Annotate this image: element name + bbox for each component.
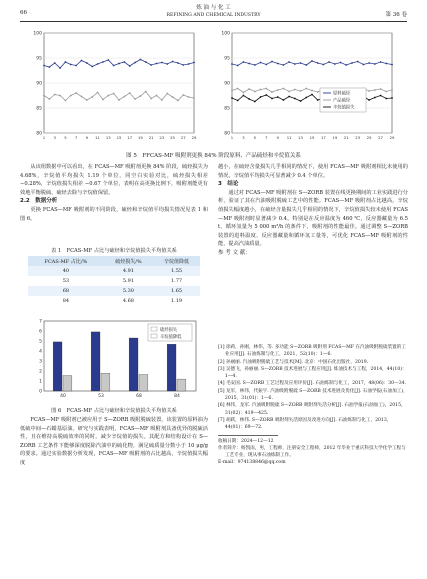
author-email: E-mail：974138846@qq.com xyxy=(218,460,286,466)
table1 xyxy=(28,256,200,306)
data-point xyxy=(254,91,256,93)
journal-title-cn: 炼 油 与 化 工 xyxy=(196,5,231,11)
table-cell: 1.19 xyxy=(170,298,183,304)
bar xyxy=(63,376,72,392)
table-cell: 40 xyxy=(28,266,104,276)
data-point xyxy=(113,93,115,95)
data-point xyxy=(134,98,136,100)
x-tick-label: 21 xyxy=(343,135,349,140)
data-point xyxy=(265,88,267,90)
left-column-lower xyxy=(20,416,208,468)
footnote-rule xyxy=(218,435,278,436)
data-point xyxy=(123,96,125,98)
data-point xyxy=(48,66,50,68)
x-tick-label: 23 xyxy=(355,135,361,140)
right-para-2: 通过对 FCAS—MF 吸附剂在 S—ZORB 装置在线更换期间的工业实践进行分析，验证了其在汽油吸附脱硫工艺中的性能。FCAS—MF 吸附剂占比越高，辛烷值损失幅度越小，在硫烃含量损失几乎相同的情况下，辛烷值损失较未使用 FCAS—MF 吸附剂时显著减少 0.4。特别是在反应温度为 460 ℃，反应器藏量为 6.5 t，循环氢量为 5 000 m³/h 的条件下，吸附剂的性能最佳。通过调整 S—ZORB 装置的进料温度、反应器藏量和循环氢工量等，可优化 FCAS—MF 吸附剂的性能，提高汽油质量。 xyxy=(218,189,408,248)
y-tick-label: 90 xyxy=(36,81,42,87)
data-point xyxy=(102,61,104,63)
volume-label: 第 36 卷 xyxy=(385,12,407,18)
data-point xyxy=(188,63,190,65)
legend-swatch xyxy=(151,327,157,331)
y-tick-label: 95 xyxy=(224,56,230,62)
legend xyxy=(148,324,192,341)
table-cell: 5.30 xyxy=(104,286,153,296)
data-point xyxy=(231,90,233,92)
data-point xyxy=(374,89,376,91)
data-point xyxy=(294,63,296,65)
journal-title xyxy=(0,5,427,19)
data-point xyxy=(81,96,83,98)
data-point xyxy=(129,65,131,67)
data-point xyxy=(140,59,142,61)
table-cell: 5.91 xyxy=(122,278,134,284)
x-tick-label: 17 xyxy=(127,135,133,140)
data-point xyxy=(345,64,347,66)
reference-item: [7] 胡跃，林伟. S—ZORB 吸附剂失活原因及改进方向[J]. 石油炼制与化工，2013，44(01)：69—72. xyxy=(218,417,392,431)
data-point xyxy=(237,65,239,67)
data-point xyxy=(177,100,179,102)
data-point xyxy=(182,64,184,66)
data-point xyxy=(334,63,336,65)
data-point xyxy=(188,96,190,98)
data-point xyxy=(248,98,250,100)
legend-label: 原料硫烃 xyxy=(333,91,351,97)
bar xyxy=(53,342,62,391)
data-point xyxy=(113,65,115,67)
journal-title-en: REFINING AND CHEMICAL INDUSTRY xyxy=(166,13,261,18)
data-point xyxy=(288,96,290,98)
x-tick-label: 3 xyxy=(242,135,245,140)
data-point xyxy=(59,67,61,69)
x-tick-label: 9 xyxy=(276,135,279,140)
data-point xyxy=(65,61,67,63)
data-point xyxy=(391,97,393,99)
table-header-cell: 辛烷值降低 xyxy=(153,256,200,266)
y-tick-label: 100 xyxy=(33,31,42,37)
data-point xyxy=(271,98,273,100)
figure5-caption: 图 5 FFCAS-MF 吸附剂更换 84% 阶段原料、产品硫烃和辛烷值关系 xyxy=(126,153,301,159)
table-row xyxy=(28,286,200,296)
data-point xyxy=(271,61,273,63)
bar xyxy=(129,338,138,391)
y-tick-label: 5 xyxy=(39,339,42,345)
x-tick-label: 5 xyxy=(64,135,67,140)
data-point xyxy=(260,96,262,98)
table-cell: 53 xyxy=(62,278,70,284)
data-point xyxy=(300,62,302,64)
x-tick-label: 13 xyxy=(105,135,111,140)
bar xyxy=(167,344,176,391)
data-point xyxy=(231,63,233,65)
x-tick-label: 7 xyxy=(74,135,78,140)
x-tick-label: 11 xyxy=(286,135,292,140)
x-tick-label: 68 xyxy=(136,394,142,399)
left-para-3: FCAS—MF 吸附剂已被应用于 S—ZORB 吸附脱硫装置，该装置的原料油为低硫中间—石蜡基原油。研究与实践表明，FCAS—MF 吸附剂具备优异的脱硫活性，且在维持高脱硫效率的同时，减少辛烷值的损失。其配方和结构设计在 S—ZORB 工艺条件下能够深度脱除汽油中的硫化物，满足硫质量分数小于 10 μg/g 的要求。通过实验数据分析发现，FCAS—MF 吸附剂的占比越高，辛烷值损失幅度 xyxy=(20,417,208,466)
data-point xyxy=(300,90,302,92)
data-point xyxy=(156,63,158,65)
page-number: 66 xyxy=(20,10,27,16)
data-point xyxy=(182,94,184,96)
right-para-1: 越小，在硫烃含量损失几乎相同的情况下，使用 FCAS—MF 吸附剂相比未使用的情况，辛烷值平均损失可显著减少 0.4 个单位。 xyxy=(218,164,408,179)
data-point xyxy=(311,90,313,92)
reference-item: [1] 徐莉，孙刚，林伟，等. 多功能 S—ZORB 吸附剂 FCAS—MF 在汽油吸附脱硫装置的工业应用[J]. 石油炼制与化工，2021，52(10)：1—6. xyxy=(218,345,406,358)
bar xyxy=(101,373,110,391)
data-point xyxy=(277,89,279,91)
data-point xyxy=(166,93,168,95)
left-para-2: 更换 FCAS—MF 吸附剂的不同阶段，硫烃和辛烷值平均损失情况见表 1 和图 6。 xyxy=(20,206,208,222)
data-point xyxy=(172,61,174,63)
y-tick-label: 0 xyxy=(39,389,42,395)
data-point xyxy=(237,88,239,90)
data-point xyxy=(177,62,179,64)
table-cell: 84 xyxy=(62,298,70,304)
x-tick-label: 13 xyxy=(298,135,303,140)
data-point xyxy=(294,98,296,100)
data-point xyxy=(374,97,376,99)
data-point xyxy=(118,63,120,65)
y-tick-label: 80 xyxy=(224,131,230,137)
data-point xyxy=(380,61,382,63)
data-point xyxy=(161,62,163,64)
data-point xyxy=(75,65,77,67)
series-line xyxy=(232,95,392,102)
data-point xyxy=(70,95,72,97)
table-header-row xyxy=(28,256,200,266)
table-header-cell: FCAS-MF 占比/% xyxy=(28,256,104,266)
data-point xyxy=(243,95,245,97)
data-point xyxy=(91,66,93,68)
table-cell: 4.91 xyxy=(104,266,153,276)
data-point xyxy=(265,94,267,96)
data-point xyxy=(317,62,319,64)
legend-label: 辛烷值损失 xyxy=(333,105,355,111)
data-point xyxy=(265,64,267,66)
reference-item: [3] 吴德飞，孙丽丽. S—ZORB 技术进展与工程应用[J]. 炼油技术与工程，2014，44(10)：1—4. xyxy=(218,366,407,380)
data-point xyxy=(48,98,50,100)
reference-item: [6] 林伟，龙军. 汽油吸附脱硫 S—ZORB 吸附剂失活分析[J]. 石油学报(石油加工)，2015，31(02)：419—425. xyxy=(218,403,406,416)
left-para-1: 从该组数据中可以看出，在 FCAS—MF 吸附剂更换 84% 阶段，硫烃损失为 4.68%，辛烷值平均损失 1.19 个单位，同空白实验对比，硫烃损失相差 −0.28%，辛烷值损失相差 −0.67 个单位，表明在高更换比例下，吸附剂能更有效地平衡脱硫、硫烃去除与辛烷值保留。 xyxy=(20,164,208,196)
data-point xyxy=(391,64,393,66)
data-point xyxy=(300,100,302,102)
data-point xyxy=(368,90,370,92)
x-tick-label: 21 xyxy=(148,135,154,140)
data-point xyxy=(193,97,195,99)
y-tick-label: 100 xyxy=(221,31,230,37)
data-point xyxy=(118,99,120,101)
x-tick-label: 29 xyxy=(389,135,395,140)
data-point xyxy=(277,63,279,65)
y-tick-label: 6 xyxy=(39,329,42,335)
data-point xyxy=(254,101,256,103)
data-point xyxy=(248,88,250,90)
data-point xyxy=(311,60,313,62)
data-point xyxy=(283,88,285,90)
data-point xyxy=(368,99,370,101)
data-point xyxy=(81,60,83,62)
data-point xyxy=(91,96,93,98)
table-cell: 4.68 xyxy=(122,298,134,304)
x-tick-label: 27 xyxy=(378,135,383,140)
x-tick-label: 1 xyxy=(42,135,46,140)
data-point xyxy=(43,65,45,67)
data-point xyxy=(374,63,376,65)
data-point xyxy=(317,91,319,93)
x-tick-label: 40 xyxy=(60,394,66,399)
x-tick-label: 19 xyxy=(138,135,143,140)
x-tick-label: 1 xyxy=(230,135,234,140)
data-point xyxy=(43,95,45,97)
data-point xyxy=(102,99,104,101)
data-point xyxy=(243,61,245,63)
data-point xyxy=(380,95,382,97)
references-title: 参 考 文 献： xyxy=(218,249,251,256)
table-row xyxy=(28,266,200,276)
data-point xyxy=(172,96,174,98)
x-tick-label: 25 xyxy=(170,135,175,140)
y-tick-label: 90 xyxy=(224,81,230,87)
data-point xyxy=(277,96,279,98)
data-point xyxy=(385,63,387,65)
x-tick-label: 84 xyxy=(174,394,180,399)
data-point xyxy=(86,62,88,64)
fig6-chart xyxy=(28,315,203,405)
data-point xyxy=(134,62,136,64)
fig5-right-chart xyxy=(218,27,398,147)
references-list xyxy=(218,344,408,467)
data-point xyxy=(54,94,56,96)
x-tick-label: 7 xyxy=(265,135,268,140)
data-point xyxy=(368,62,370,64)
y-tick-label: 85 xyxy=(224,106,230,112)
data-point xyxy=(140,95,142,97)
data-point xyxy=(283,99,285,101)
data-point xyxy=(248,63,250,65)
table1-caption: 表 1 FCAS-MF 占比与硫烃和辛烷值损失平均值关系 xyxy=(51,248,177,254)
y-tick-label: 4 xyxy=(39,349,42,355)
reference-item: [2] 孙丽丽. 汽油吸附脱硫工艺与技术[M]. 北京：中国石化出版社，2019. xyxy=(218,359,369,365)
y-tick-label: 2 xyxy=(39,369,42,375)
table-row xyxy=(28,296,200,306)
bar xyxy=(91,332,100,391)
bar xyxy=(177,379,186,391)
data-point xyxy=(166,63,168,65)
legend-swatch xyxy=(151,334,157,338)
data-point xyxy=(86,99,88,101)
left-column xyxy=(20,163,208,223)
table-cell: 1.77 xyxy=(170,278,183,284)
data-point xyxy=(150,98,152,100)
data-point xyxy=(107,95,109,97)
data-point xyxy=(237,100,239,102)
table-cell: 1.65 xyxy=(153,286,200,296)
data-point xyxy=(75,92,77,94)
x-tick-label: 53 xyxy=(98,394,104,399)
reference-item: [4] 毛安国. S—ZORB 工艺过程及应用评价[J]. 石油炼制与化工，2017，48(06)：30—34. xyxy=(218,381,407,387)
data-point xyxy=(305,64,307,66)
data-point xyxy=(156,95,158,97)
data-point xyxy=(288,91,290,93)
x-tick-label: 3 xyxy=(53,135,56,140)
received-date: 收稿日期：2024—12—12 xyxy=(218,438,274,444)
x-tick-label: 29 xyxy=(191,135,197,140)
table-cell: 68 xyxy=(28,286,104,296)
data-point xyxy=(70,64,72,66)
data-point xyxy=(391,89,393,91)
fig5-left-chart xyxy=(30,27,200,147)
author-bio: 作者简介：杨凯雨，男，工程师，注册安全工程师，2012 年毕业于重庆科技大学化学工程与工艺专业，现从事石油炼制工作。 xyxy=(218,445,406,459)
section-2-2-title: 2.2 数据分析 xyxy=(20,198,58,205)
data-point xyxy=(107,59,109,61)
data-point xyxy=(97,63,99,65)
table-cell: 1.55 xyxy=(153,266,200,276)
data-point xyxy=(254,64,256,66)
data-point xyxy=(123,61,125,63)
x-tick-label: 25 xyxy=(366,135,372,140)
y-tick-label: 95 xyxy=(36,56,42,62)
data-point xyxy=(385,98,387,100)
data-point xyxy=(294,89,296,91)
data-point xyxy=(380,88,382,90)
table-row xyxy=(28,276,200,286)
legend-label: 产品硫烃 xyxy=(333,98,351,104)
x-tick-label: 15 xyxy=(116,135,122,140)
data-point xyxy=(351,62,353,64)
data-point xyxy=(311,94,313,96)
table-header-cell: 硫烃损失/% xyxy=(104,256,153,266)
data-point xyxy=(305,88,307,90)
x-tick-label: 27 xyxy=(180,135,186,140)
section-3-title: 3 结论 xyxy=(218,181,239,188)
data-point xyxy=(193,62,195,64)
x-tick-label: 9 xyxy=(85,135,89,140)
data-point xyxy=(317,99,319,101)
bar xyxy=(139,375,148,392)
data-point xyxy=(231,97,233,99)
y-tick-label: 85 xyxy=(36,106,42,112)
right-column xyxy=(218,163,408,258)
x-tick-label: 15 xyxy=(309,135,315,140)
data-point xyxy=(161,99,163,101)
x-tick-label: 19 xyxy=(332,135,338,140)
y-tick-label: 3 xyxy=(39,359,42,365)
data-point xyxy=(288,61,290,63)
data-point xyxy=(357,61,359,63)
data-point xyxy=(65,100,67,102)
x-tick-label: 23 xyxy=(159,135,165,140)
data-point xyxy=(54,62,56,64)
data-point xyxy=(145,61,147,63)
data-point xyxy=(59,95,61,97)
data-point xyxy=(260,62,262,64)
data-point xyxy=(328,61,330,63)
header-rule xyxy=(20,21,407,22)
data-point xyxy=(260,89,262,91)
data-point xyxy=(97,92,99,94)
data-point xyxy=(305,97,307,99)
data-point xyxy=(283,64,285,66)
legend-label: 硫烃损失 xyxy=(160,328,178,333)
y-tick-label: 1 xyxy=(39,379,42,385)
x-tick-label: 17 xyxy=(321,135,326,140)
data-point xyxy=(243,92,245,94)
x-tick-label: 11 xyxy=(95,135,100,140)
data-point xyxy=(145,91,147,93)
data-point xyxy=(129,92,131,94)
y-tick-label: 7 xyxy=(39,319,42,325)
reference-item: [5] 龙军，林伟，代振宇. 汽油吸附脱硫 S—ZORB 技术进展及优化[J]. 石油学报(石油加工)，2015，31(01)：1—6. xyxy=(218,388,408,402)
data-point xyxy=(150,64,152,66)
legend xyxy=(320,88,366,112)
y-tick-label: 80 xyxy=(36,131,42,137)
data-point xyxy=(323,64,325,66)
legend-label: 辛烷值降低 xyxy=(160,335,182,340)
data-point xyxy=(363,64,365,66)
data-point xyxy=(385,91,387,93)
figure6-caption: 图 6 FCAS-MF 占比与硫烃和辛烷值损失平均值关系 xyxy=(51,408,177,414)
data-point xyxy=(340,62,342,64)
x-tick-label: 5 xyxy=(253,135,257,140)
data-point xyxy=(271,91,273,93)
